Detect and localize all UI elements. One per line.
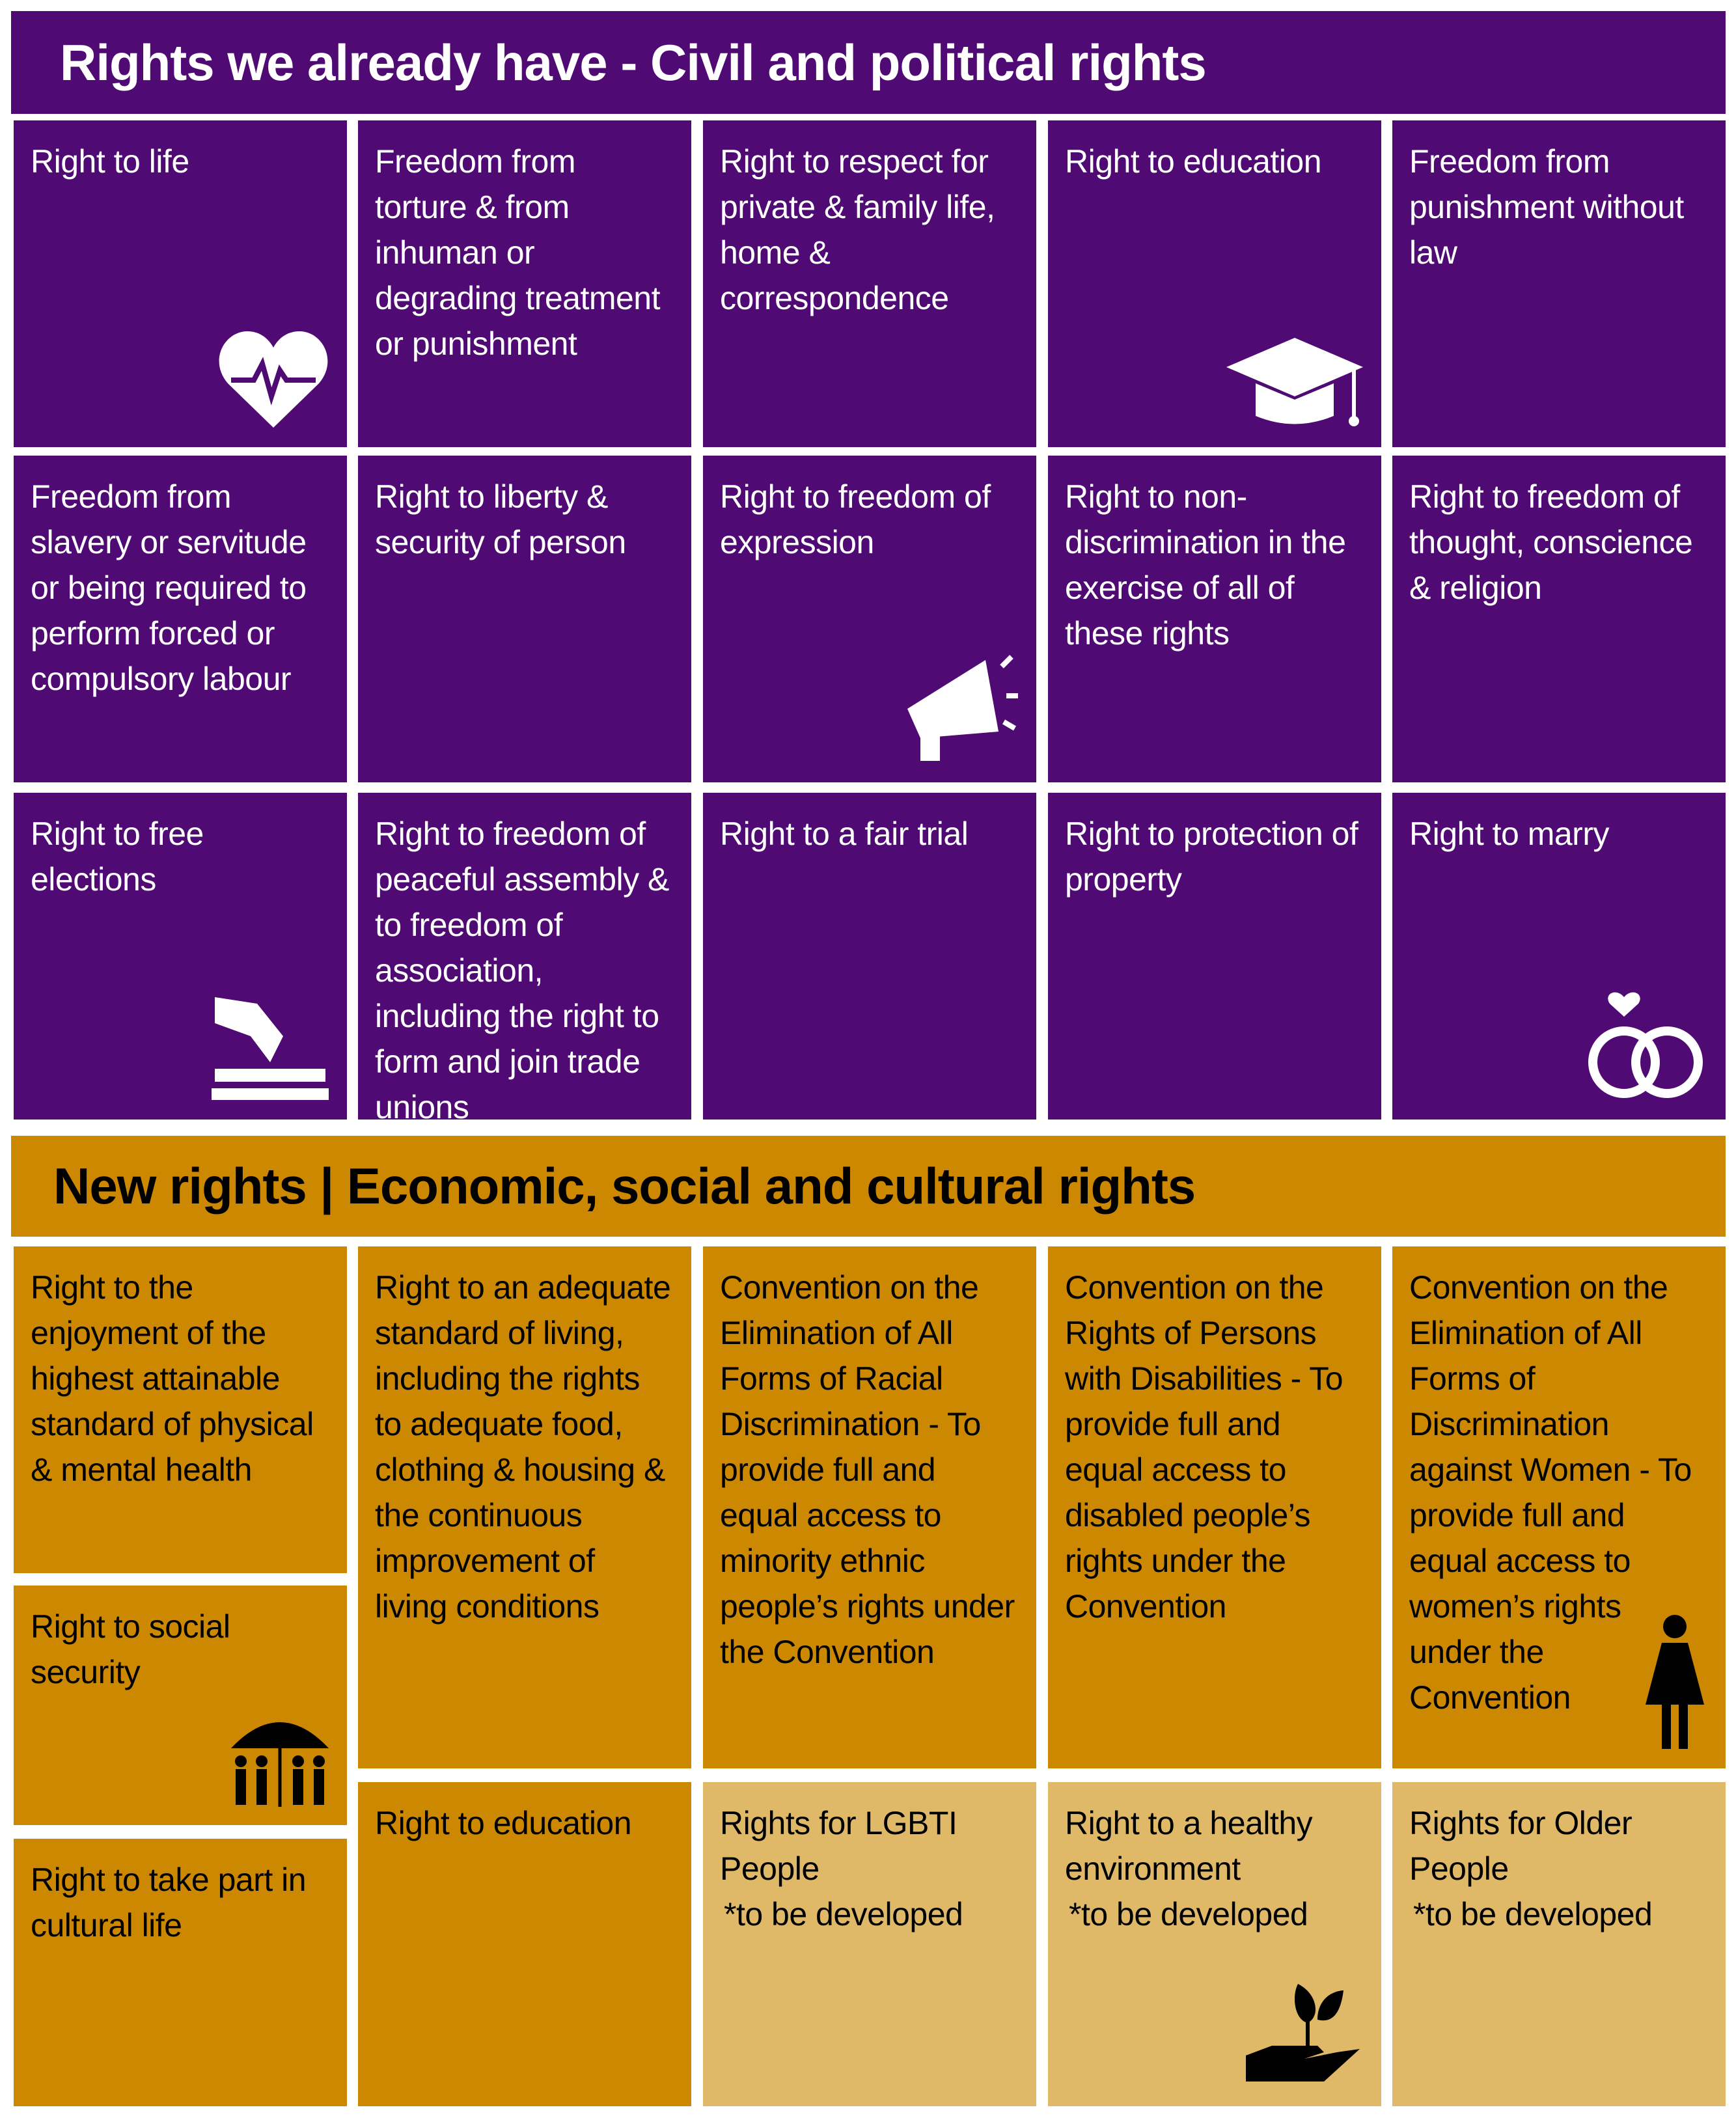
- right-card: [1392, 120, 1726, 447]
- woman-icon: [1642, 1614, 1707, 1750]
- right-label: Convention on the Rights of Persons with Disabilities - To provide full and equal access to disabled people’s rights under the Convention: [1065, 1269, 1343, 1625]
- right-label: Right to non-discrimination in the exercise of all of these rights: [1065, 478, 1346, 652]
- right-card: [703, 1782, 1036, 2106]
- right-card: [358, 1246, 691, 1768]
- right-card: [358, 1782, 691, 2106]
- right-card: [1392, 456, 1726, 782]
- right-label: Right to education: [1065, 143, 1322, 180]
- right-label: Right to take part in cultural life: [31, 1862, 307, 1944]
- right-card: [1392, 1782, 1726, 2106]
- right-label: Right to protection of property: [1065, 816, 1358, 898]
- to-be-developed-note: *to be developed: [1413, 1896, 1653, 1932]
- plant-in-hand-icon: [1246, 1984, 1363, 2088]
- right-label: Right to liberty & security of person: [375, 478, 626, 560]
- right-card: [358, 456, 691, 782]
- family-umbrella-icon: [231, 1709, 329, 1807]
- right-card: [14, 1586, 347, 1825]
- right-card: [703, 793, 1036, 1120]
- right-card: [1048, 793, 1381, 1120]
- right-label: Right to freedom of thought, conscience & religion: [1409, 478, 1693, 606]
- right-label: Rights for LGBTI People: [720, 1805, 958, 1887]
- right-card: [1048, 1782, 1381, 2106]
- right-card: [1048, 1246, 1381, 1768]
- right-label: Right to social security: [31, 1608, 230, 1690]
- right-card: [358, 793, 691, 1125]
- to-be-developed-note: *to be developed: [1069, 1896, 1308, 1932]
- right-card: [1392, 1246, 1726, 1768]
- right-label: Right to the enjoyment of the highest attainable standard of physical & mental health: [31, 1269, 314, 1488]
- right-card: [14, 1839, 347, 2106]
- to-be-developed-note: *to be developed: [724, 1896, 963, 1932]
- right-label: Right to a fair trial: [720, 816, 969, 852]
- section-header-economic-social: New rights | Economic, social and cultural rights: [11, 1136, 1726, 1237]
- right-card: [14, 1246, 347, 1573]
- section-header-civil-political: Rights we already have - Civil and political rights: [11, 11, 1726, 114]
- right-label: Right to free elections: [31, 816, 204, 898]
- right-label: Right to marry: [1409, 816, 1609, 852]
- right-label: Convention on the Elimination of All Forms of Discrimination against Women - To provide full and equal access to women’s rights under the Convention: [1409, 1269, 1692, 1716]
- heart-pulse-icon: [218, 331, 329, 429]
- right-card: [14, 793, 347, 1120]
- right-card: [703, 456, 1036, 782]
- right-label: Right to a healthy environment: [1065, 1805, 1313, 1887]
- right-label: Right to respect for private & family life, home & correspondence: [720, 143, 995, 316]
- right-label: Right to freedom of expression: [720, 478, 991, 560]
- right-label: Right to an adequate standard of living, including the rights to adequate food, clothing & housing & the continuous improvement of living conditions: [375, 1269, 671, 1625]
- right-label: Freedom from torture & from inhuman or degrading treatment or punishment: [375, 143, 661, 362]
- graduation-cap-icon: [1226, 338, 1363, 429]
- right-label: Right to freedom of peaceful assembly & to freedom of association, including the right to form and join trade unions: [375, 816, 669, 1125]
- right-card: [1048, 456, 1381, 782]
- right-card: [703, 120, 1036, 447]
- right-label: Rights for Older People: [1409, 1805, 1633, 1887]
- wedding-rings-icon: [1584, 991, 1707, 1101]
- right-card: [358, 120, 691, 447]
- right-card: [1392, 793, 1726, 1120]
- right-card: [14, 120, 347, 447]
- right-label: Freedom from punishment without law: [1409, 143, 1684, 271]
- right-label: Right to life: [31, 143, 189, 180]
- right-label: Freedom from slavery or servitude or being required to perform forced or compulsory labour: [31, 478, 307, 697]
- right-card: [703, 1246, 1036, 1768]
- megaphone-icon: [894, 653, 1018, 764]
- right-card: [14, 456, 347, 782]
- right-label: Convention on the Elimination of All Forms of Racial Discrimination - To provide full and equal access to minority ethnic people’s rights under the Convention: [720, 1269, 1015, 1670]
- right-label: Right to education: [375, 1805, 632, 1841]
- ballot-box-icon: [212, 997, 329, 1101]
- right-card: [1048, 120, 1381, 447]
